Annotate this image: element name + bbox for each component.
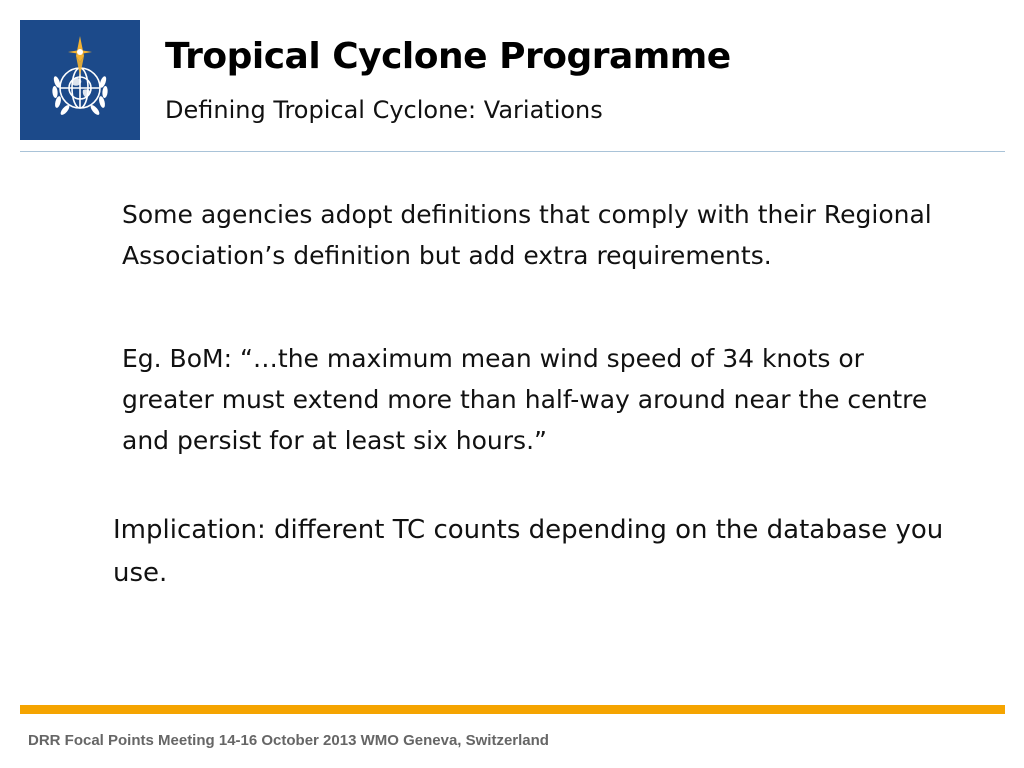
footer-bar <box>20 705 1005 714</box>
footer-text: DRR Focal Points Meeting 14-16 October 2013 WMO Geneva, Switzerland <box>28 732 549 749</box>
wmo-emblem-icon <box>32 30 128 130</box>
paragraph-agencies: Some agencies adopt definitions that comply with their Regional Association’s definition but add extra requirements. <box>122 200 932 270</box>
wmo-logo <box>20 20 140 140</box>
header-divider <box>20 151 1005 152</box>
paragraph-bom-example: Eg. BoM: “…the maximum mean wind speed of 34 knots or greater must extend more than half-way around near the centre and persist for at least six hours.” <box>122 344 928 455</box>
page-subtitle: Defining Tropical Cyclone: Variations <box>165 96 603 124</box>
paragraph-implication: Implication: different TC counts depending on the database you use. <box>113 515 944 588</box>
page-title: Tropical Cyclone Programme <box>165 36 731 77</box>
